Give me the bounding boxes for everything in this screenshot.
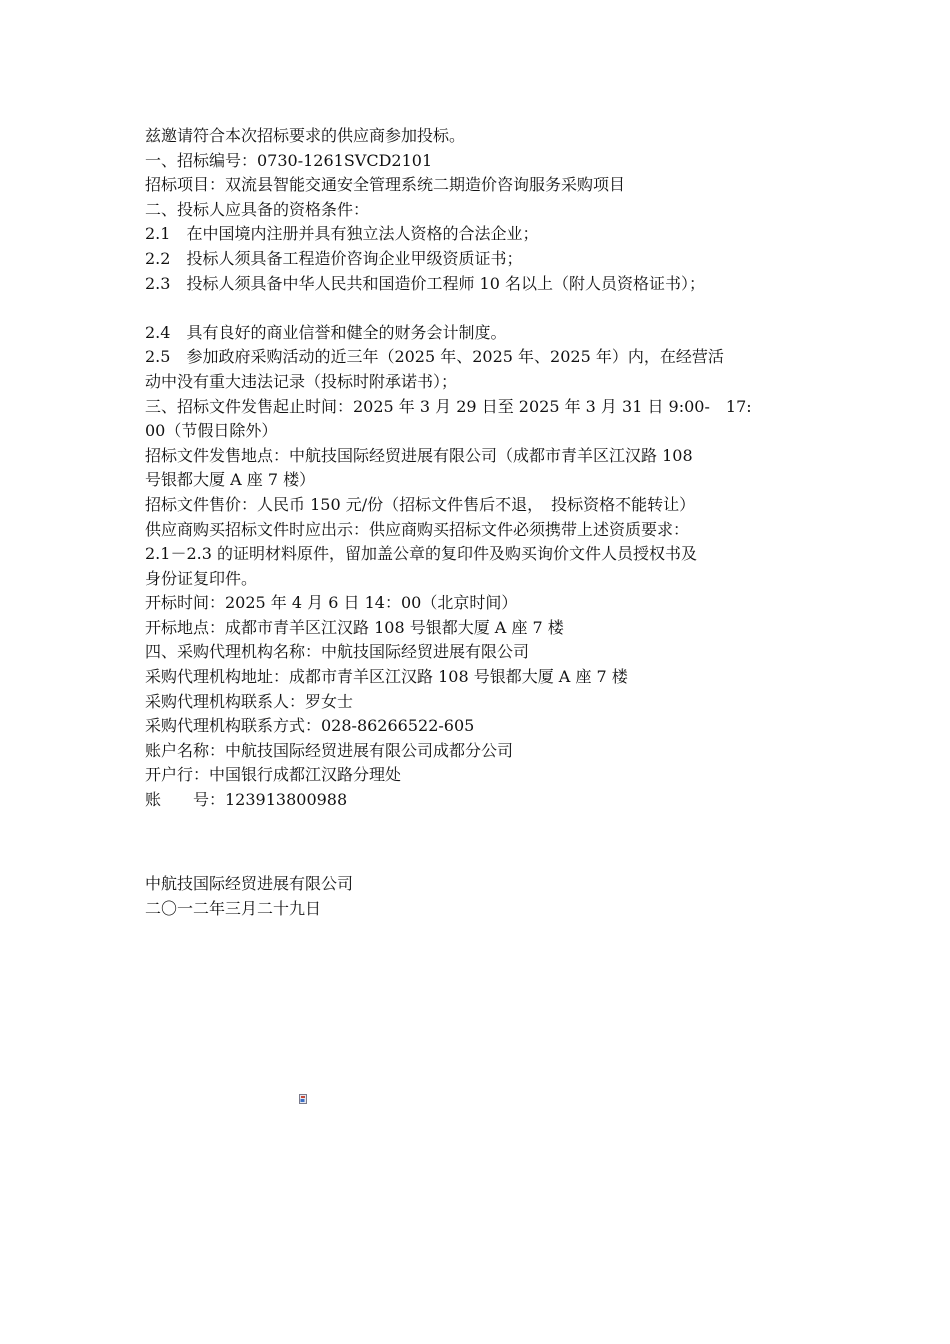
- qualification-2-5: 2.5 参加政府采购活动的近三年（2025 年、2025 年、2025 年）内，在经营活: [145, 347, 724, 367]
- opening-time: 开标时间：2025 年 4 月 6 日 14：00（北京时间）: [145, 593, 518, 613]
- broken-image-icon: [299, 1094, 308, 1104]
- agency-address: 采购代理机构地址：成都市青羊区江汉路 108 号银都大厦 A 座 7 楼: [145, 667, 628, 687]
- purchase-requirements: 供应商购买招标文件时应出示：供应商购买招标文件必须携带上述资质要求：: [145, 519, 690, 539]
- signature-date: 二〇一二年三月二十九日: [145, 898, 322, 918]
- document-body: [145, 124, 810, 813]
- agency-name: 四、采购代理机构名称：中航技国际经贸进展有限公司: [145, 642, 530, 662]
- sale-location-cont: 号银都大厦 A 座 7 楼）: [145, 470, 316, 490]
- signature-block: [145, 872, 645, 921]
- purchase-requirements-cont-2: 身份证复印件。: [145, 568, 258, 588]
- account-number: 账 号：123913800988: [145, 790, 348, 810]
- sale-period: 三、招标文件发售起止时间：2025 年 3 月 29 日至 2025 年 3 月 31 日 9:00- 17:: [145, 396, 752, 416]
- tender-project: 招标项目：双流县智能交通安全管理系统二期造价咨询服务采购项目: [145, 175, 626, 195]
- intro-line: 兹邀请符合本次招标要求的供应商参加投标。: [145, 126, 466, 145]
- account-name: 账户名称：中航技国际经贸进展有限公司成都分公司: [145, 740, 514, 760]
- qualification-2-2: 2.2 投标人须具备工程造价咨询企业甲级资质证书；: [145, 248, 523, 268]
- sale-period-cont: 00（节假日除外）: [145, 421, 278, 441]
- qualification-2-4: 2.4 具有良好的商业信誉和健全的财务会计制度。: [145, 322, 507, 342]
- sale-price: 招标文件售价：人民币 150 元/份（招标文件售后不退， 投标资格不能转让）: [145, 494, 696, 514]
- blank-line: [145, 296, 810, 321]
- tender-number: 一、招标编号：0730-1261SVCD2101: [145, 150, 433, 170]
- sale-location: 招标文件发售地点：中航技国际经贸进展有限公司（成都市青羊区江汉路 108: [145, 445, 693, 465]
- bank-name: 开户行：中国银行成都江汉路分理处: [145, 765, 402, 785]
- signature-company: 中航技国际经贸进展有限公司: [145, 874, 354, 893]
- agency-phone: 采购代理机构联系方式：028-86266522-605: [145, 716, 475, 736]
- purchase-requirements-cont: 2.1－2.3 的证明材料原件，留加盖公章的复印件及购买询价文件人员授权书及: [145, 544, 697, 564]
- qualification-2-5-cont: 动中没有重大违法记录（投标时附承诺书）；: [145, 371, 458, 391]
- agency-contact: 采购代理机构联系人：罗女士: [145, 691, 354, 711]
- qualification-heading: 二、投标人应具备的资格条件：: [145, 199, 370, 219]
- opening-location: 开标地点：成都市青羊区江汉路 108 号银都大厦 A 座 7 楼: [145, 617, 564, 637]
- qualification-2-3: 2.3 投标人须具备中华人民共和国造价工程师 10 名以上（附人员资格证书）；: [145, 273, 705, 293]
- qualification-2-1: 2.1 在中国境内注册并具有独立法人资格的合法企业；: [145, 224, 539, 244]
